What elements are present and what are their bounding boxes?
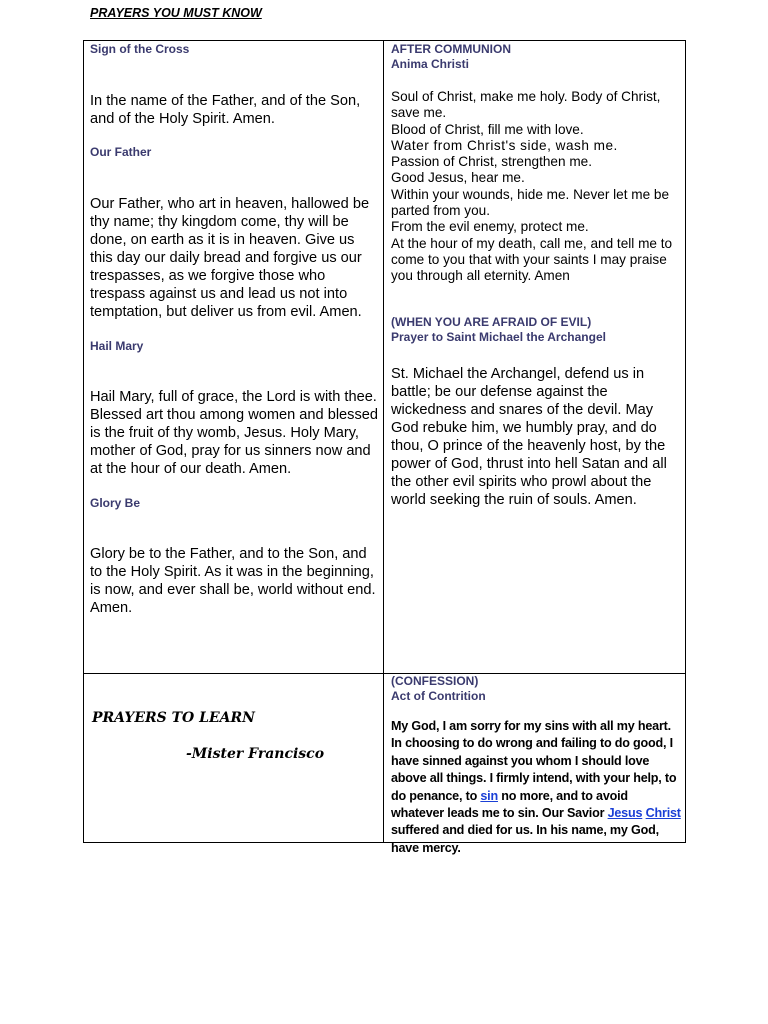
table-column-divider (383, 40, 384, 843)
cell-left-bottom (90, 674, 378, 842)
author-signature: -Mister Francisco (186, 746, 325, 762)
anima-line: Within your wounds, hide me. Never let me be parted from you. (391, 186, 670, 219)
sign-of-cross-heading: Sign of the Cross (90, 42, 190, 56)
jesus-link[interactable]: Jesus (607, 806, 643, 821)
act-of-contrition-heading: Act of Contrition (391, 689, 486, 703)
contrition-text-part: My God, I am sorry for my sins with all my heart. In choosing to do wrong and failing to do good, I have sinned against you whom I should love above all things. I firmly intend, with your help, to do penance, to (391, 719, 677, 803)
glory-be-text: Glory be to the Father, and to the Son, and to the Holy Spirit. As it was in the beginning, is now, and ever shall be, world without end. Amen. (90, 546, 376, 616)
anima-line: Passion of Christ, strengthen me. (391, 154, 592, 170)
christ-link[interactable]: Christ (645, 806, 681, 821)
saint-michael-text: St. Michael the Archangel, defend us in battle; be our defense against the wickedness and snares of the devil. May God rebuke him, we humbly pray, and do thou, O prince of the heavenly host, by the power of God, thrust into hell Satan and all the other evil spirits who prowl about the world seeking the ruin of souls. Amen. (391, 365, 667, 508)
confession-heading: (CONFESSION) (391, 674, 479, 688)
page-title: PRAYERS YOU MUST KNOW (90, 6, 262, 20)
anima-line: At the hour of my death, call me, and tell me to come to you that with your saints I may praise you through all eternity. Amen (391, 235, 673, 284)
anima-line: From the evil enemy, protect me. (391, 219, 589, 235)
prayers-to-learn-label: PRAYERS TO LEARN (92, 710, 255, 726)
hail-mary-heading: Hail Mary (90, 339, 144, 353)
saint-michael-subheading: Prayer to Saint Michael the Archangel (391, 329, 606, 344)
cell-left-top (90, 41, 378, 617)
anima-line: Soul of Christ, make me holy. Body of Christ, save me. (391, 89, 661, 121)
saint-michael-heading: (WHEN YOU ARE AFRAID OF EVIL) (391, 314, 592, 329)
anima-christi-text (391, 89, 681, 285)
our-father-text: Our Father, who art in heaven, hallowed be thy name; thy kingdom come, thy will be done, on earth as it is in heaven. Give us this day our daily bread and forgive us our trespasses, as we forgive those who trespass against us and lead us not into temptation, but deliver us from evil. Amen. (90, 196, 370, 320)
anima-line: Water from Christ's side, wash me. (391, 137, 618, 153)
act-of-contrition-text (391, 718, 681, 857)
sign-of-cross-text: In the name of the Father, and of the Son, and of the Holy Spirit. Amen. (90, 93, 361, 127)
cell-right-top (391, 41, 681, 509)
anima-line: Blood of Christ, fill me with love. (391, 121, 584, 137)
our-father-heading: Our Father (90, 145, 152, 159)
contrition-text-part: suffered and died for us. In his name, my God, have mercy. (391, 823, 659, 855)
sin-link[interactable]: sin (480, 788, 498, 803)
anima-line: Good Jesus, hear me. (391, 170, 525, 186)
glory-be-heading: Glory Be (90, 496, 141, 510)
hail-mary-text: Hail Mary, full of grace, the Lord is with thee. Blessed art thou among women and blessed is the fruit of thy womb, Jesus. Holy Mary, mother of God, pray for us sinners now and at the hour of our death. Amen. (90, 389, 378, 477)
anima-christi-heading: Anima Christi (391, 57, 470, 71)
cell-right-bottom (391, 674, 681, 857)
after-communion-heading: AFTER COMMUNION (391, 42, 511, 56)
contrition-text-part: no more, and to avoid whatever leads me to sin. Our Savior (391, 788, 628, 821)
